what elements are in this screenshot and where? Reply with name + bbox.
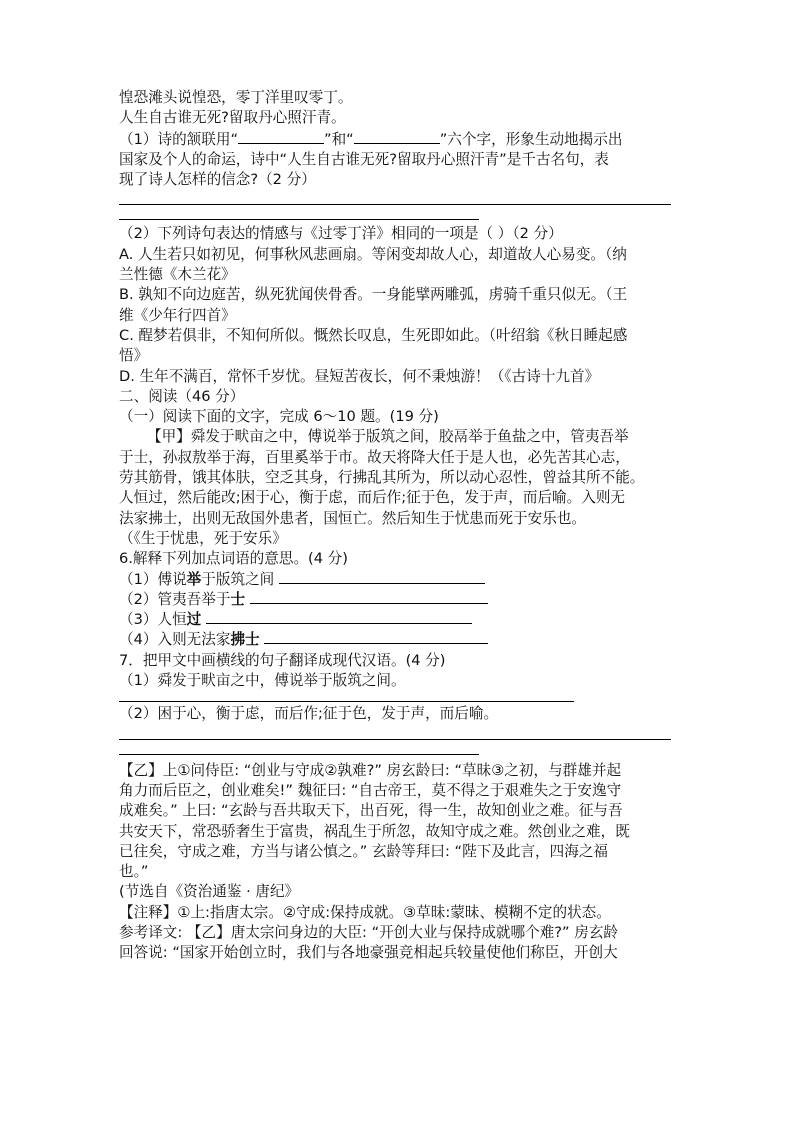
q2-option-b-l1: B. 孰知不向边庭苦，纵死犹闻侠骨香。一身能擘两雕弧，虏骑千重只似无。（王 [119,286,628,304]
q1-text-b: ”和“ [324,130,354,148]
q6-emphasis-3: 过 [186,611,202,629]
q7-answer-line-1[interactable] [119,701,574,702]
q6-answer-4[interactable] [264,630,488,644]
q7-stem: 7．把甲文中画横线的句子翻译成现代汉语。(4 分) [119,651,446,669]
translation-line-1: 参考译文: 【乙】唐太宗问身边的大臣: “开创大业与保持成就哪个难?” 房玄龄 [119,923,619,941]
poem-line-1: 惶恐滩头说惶恐，零丁洋里叹零丁。 [119,89,353,106]
q6-stem: 6.解释下列加点词语的意思。(4 分) [119,550,348,568]
q2-option-c-l2: 悟》 [119,347,149,365]
passage-jia-line-3: 劳其筋骨，饿其体肤，空乏其身，行拂乱其所为，所以动心忍性，曾益其所不能。 [119,469,645,487]
q1-line-2: 国家及个人的命运，诗中“人生自古谁无死?留取丹心照汗青”是千古名句，表 [119,150,609,168]
q2-option-a-l1: A. 人生若只如初见，何事秋风悲画扇。等闲变却故人心，却道故人心易变。（纳 [119,245,627,263]
passage-jia-line-2: 于士，孙叔敖举于海，百里奚举于市。故天将降大任于是人也，必先苦其心志， [119,448,630,466]
q1-line-1 [119,129,675,150]
passage-jia-line-5: 法家拂士，出则无敌国外患者，国恒亡。然后知生于忧患而死于安乐也。 [119,509,587,527]
passage-yi-line-2: 角力而后臣之，创业难矣!” 魏征曰: “自古帝王，莫不得之于艰难失之于安逸守 [119,781,622,799]
q1-answer-line-2[interactable] [119,219,479,220]
q1-text-c: ”六个字，形象生动地揭示出 [439,130,623,148]
section-title: 二、阅读（46 分） [119,387,245,405]
q6-answer-1[interactable] [279,570,485,584]
passage-yi-line-5: 已往矣，守成之难，方当与诸公慎之。” 玄龄等拜曰: “陛下及此言，四海之福 [119,842,609,860]
q2-option-c-l1: C. 酲梦若俱非，不知何所似。慨然长叹息，生死即如此。（叶绍翁《秋日睡起感 [119,326,628,344]
q6-emphasis-1: 举 [186,570,202,588]
translation-line-2: 回答说: “国家开始创立时，我们与各地豪强竞相起兵较量使他们称臣，开创大 [119,944,618,962]
passage-yi-line-6: 也。” [119,863,149,881]
q6-answer-2[interactable] [250,590,488,604]
passage-jia-source: （《生于忧患，死于安乐》 [119,529,287,547]
q6-item-3: （3）人恒过 [119,610,675,630]
passage-yi-line-4: 共安天下，常恐骄奢生于富贵，祸乱生于所忽，故知守成之难。然创业之难，既 [119,822,630,840]
document-page [119,88,675,964]
q1-blank-1[interactable] [238,129,324,144]
q2-stem: （2）下列诗句表达的情感与《过零丁洋》相同的一项是（ ）（2 分） [119,225,563,243]
passage-jia-line-1: 【甲】舜发于畎亩之中，傅说举于版筑之间，胶鬲举于鱼盐之中，管夷吾举 [147,428,629,446]
notes-line: 【注释】①上:指唐太宗。②守成:保持成就。③草昧:蒙昧、模糊不定的状态。 [119,903,611,921]
passage-yi-source: (节选自《资治通鉴 · 唐纪》 [119,883,300,901]
q1-text-a: （1）诗的颔联用“ [119,130,239,148]
q7-answer-line-3[interactable] [119,754,479,755]
q2-option-b-l2: 维《少年行四首》 [119,306,236,324]
q2-option-d-l1: D. 生年不满百，常怀千岁忧。昼短苦夜长，何不秉烛游！（《古诗十九首》 [119,367,600,385]
q1-line-3: 现了诗人怎样的信念?（2 分） [119,171,316,189]
passage-jia-line-4: 人恒过，然后能改;困于心，衡于虑，而后作;征于色，发于声，而后喻。入则无 [119,489,626,507]
q7-sentence-1: （1）舜发于畎亩之中，傅说举于版筑之间。 [119,672,406,690]
section-sub-1: （一）阅读下面的文字，完成 6～10 题。(19 分) [119,408,439,426]
q6-item-4: （4）入则无法家拂士 [119,630,675,650]
poem-line-2: 人生自古谁无死?留取丹心照汗青。 [119,109,346,127]
q1-blank-2[interactable] [354,129,440,144]
q6-item-1: （1）傅说举于版筑之间 [119,570,675,590]
passage-yi-line-1: 【乙】上①问侍臣: “创业与守成②孰难?” 房玄龄曰: “草昧③之初，与群雄并起 [119,761,622,779]
passage-yi-line-3: 成难矣。” 上曰: “玄龄与吾共取天下，出百死，得一生，故知创业之难。征与吾 [119,802,623,820]
q6-answer-3[interactable] [206,610,472,624]
q6-item-2: （2）管夷吾举于士 [119,590,675,610]
q2-option-a-l2: 兰性德《木兰花》 [119,266,236,284]
q6-emphasis-4: 拂士 [230,631,260,649]
q7-sentence-2: （2）困于心，衡于虑，而后作;征于色，发于声，而后喻。 [119,705,499,723]
q6-emphasis-2: 士 [230,590,246,608]
